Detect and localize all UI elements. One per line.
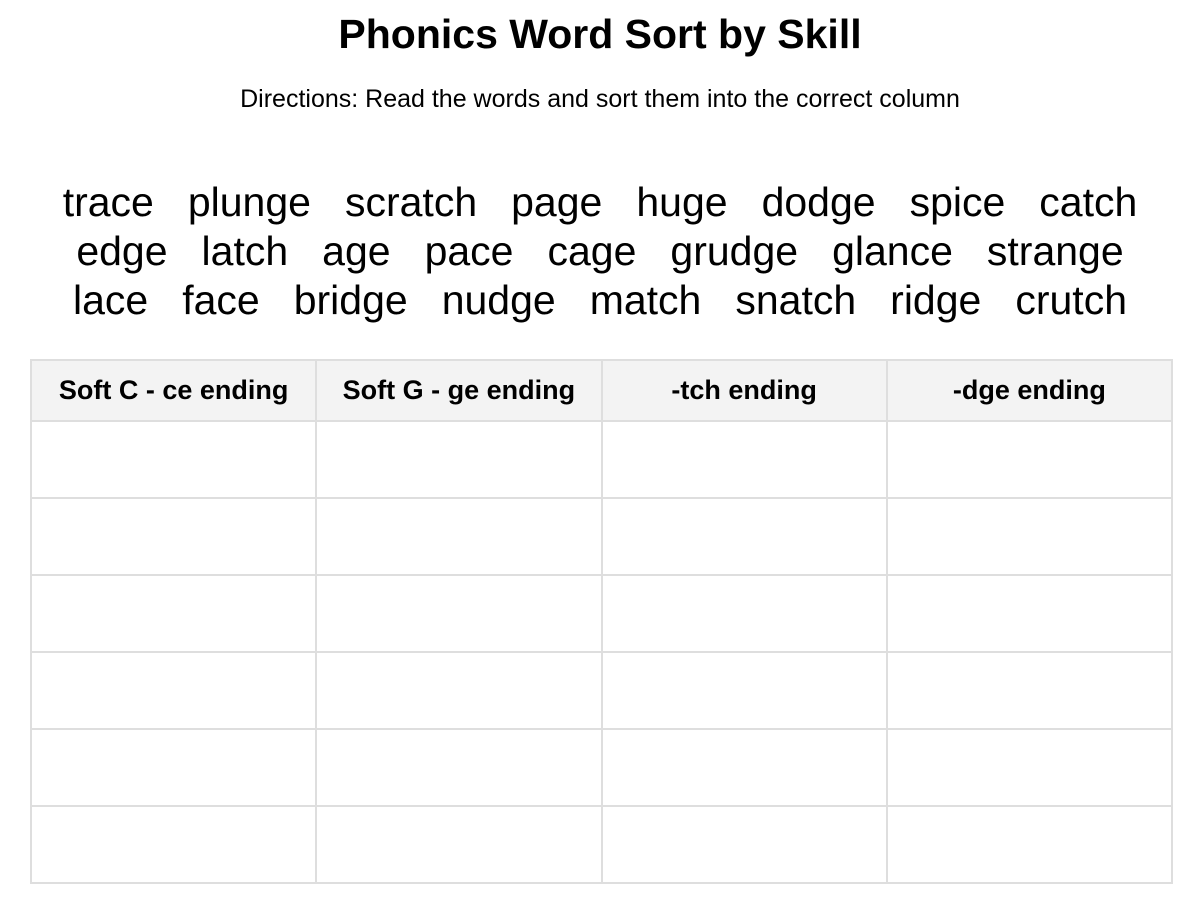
answer-cell[interactable] <box>887 421 1172 498</box>
word: cage <box>547 228 637 274</box>
answer-cell[interactable] <box>602 806 887 883</box>
answer-cell[interactable] <box>602 652 887 729</box>
answer-cell[interactable] <box>31 421 316 498</box>
table-header-row <box>31 360 1172 421</box>
column-header-soft-g: Soft G - ge ending <box>316 360 601 421</box>
word: dodge <box>761 179 876 225</box>
word: huge <box>636 179 728 225</box>
word: page <box>511 179 603 225</box>
answer-cell[interactable] <box>31 806 316 883</box>
table-row <box>31 421 1172 498</box>
table-row <box>31 806 1172 883</box>
answer-cell[interactable] <box>887 575 1172 652</box>
answer-cell[interactable] <box>887 806 1172 883</box>
word: nudge <box>441 277 556 323</box>
word: trace <box>62 179 154 225</box>
answer-cell[interactable] <box>31 498 316 575</box>
word: spice <box>909 179 1006 225</box>
word: scratch <box>344 179 478 225</box>
answer-cell[interactable] <box>316 498 601 575</box>
word: glance <box>832 228 953 274</box>
word: face <box>182 277 260 323</box>
word-row <box>0 178 1200 227</box>
answer-cell[interactable] <box>602 421 887 498</box>
word: bridge <box>293 277 408 323</box>
table-row <box>31 729 1172 806</box>
word: edge <box>76 228 168 274</box>
table-row <box>31 652 1172 729</box>
word: age <box>322 228 391 274</box>
word: latch <box>201 228 289 274</box>
word-row <box>0 227 1200 276</box>
word: strange <box>986 228 1124 274</box>
answer-cell[interactable] <box>887 729 1172 806</box>
answer-cell[interactable] <box>316 652 601 729</box>
word: pace <box>424 228 514 274</box>
answer-cell[interactable] <box>316 729 601 806</box>
table-row <box>31 498 1172 575</box>
table-row <box>31 575 1172 652</box>
word: lace <box>72 277 149 323</box>
column-header-dge: -dge ending <box>887 360 1172 421</box>
word: ridge <box>890 277 982 323</box>
word: grudge <box>670 228 799 274</box>
answer-cell[interactable] <box>316 421 601 498</box>
answer-cell[interactable] <box>316 806 601 883</box>
column-header-tch: -tch ending <box>602 360 887 421</box>
answer-cell[interactable] <box>31 575 316 652</box>
column-header-soft-c: Soft C - ce ending <box>31 360 316 421</box>
word-row <box>0 276 1200 325</box>
word: crutch <box>1015 277 1127 323</box>
answer-cell[interactable] <box>602 498 887 575</box>
answer-cell[interactable] <box>887 652 1172 729</box>
answer-cell[interactable] <box>887 498 1172 575</box>
word: plunge <box>187 179 311 225</box>
answer-cell[interactable] <box>602 729 887 806</box>
directions-text: Directions: Read the words and sort them into the correct column <box>240 85 960 113</box>
word: catch <box>1039 179 1138 225</box>
word: match <box>589 277 702 323</box>
answer-cell[interactable] <box>31 729 316 806</box>
answer-cell[interactable] <box>602 575 887 652</box>
word: snatch <box>735 277 857 323</box>
answer-cell[interactable] <box>316 575 601 652</box>
answer-cell[interactable] <box>31 652 316 729</box>
word-bank <box>0 178 1200 325</box>
sort-table <box>30 359 1173 884</box>
page-title: Phonics Word Sort by Skill <box>338 11 862 57</box>
